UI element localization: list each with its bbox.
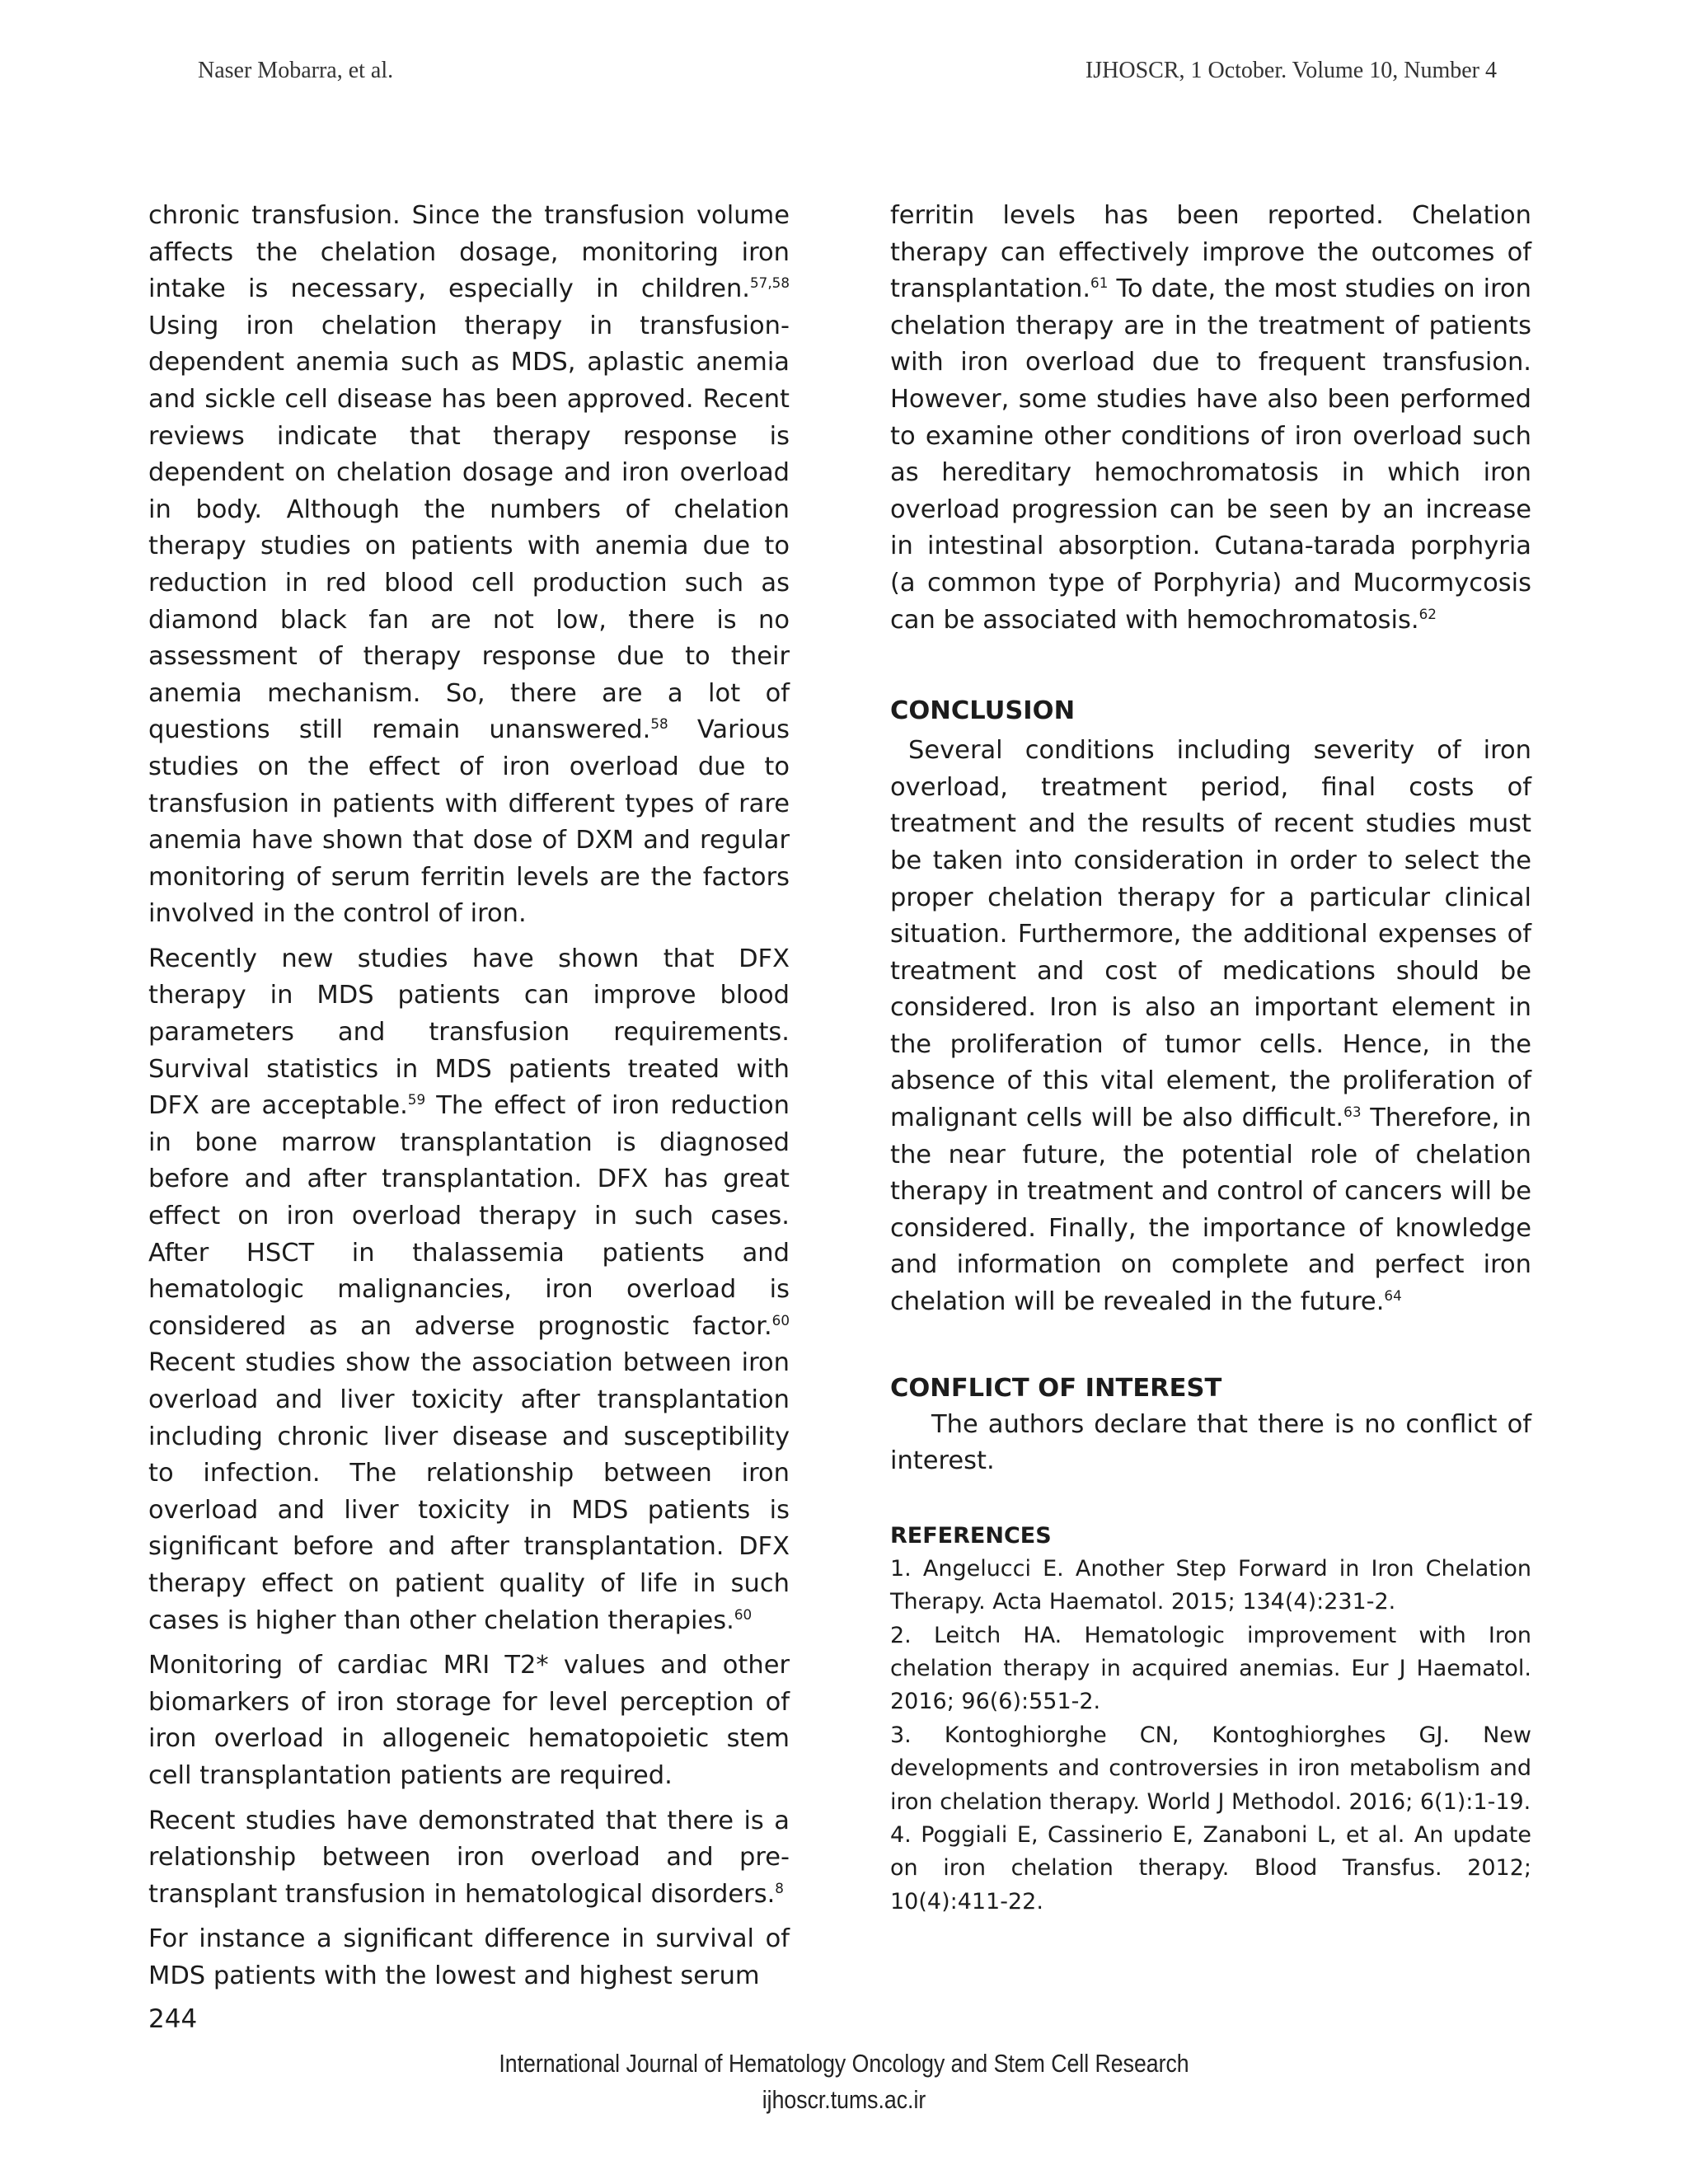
text-run: chronic transfusion. Since the transfusion volume affects the chelation dosage, monitoring iron intake is necessary, especially in children. — [148, 201, 790, 304]
conflict-paragraph: The authors declare that there is no conflict of interest. — [890, 1409, 1531, 1476]
citation-marker: 8 — [775, 1879, 784, 1896]
reference-item: 1. Angelucci E. Another Step Forward in Iron Chelation Therapy. Acta Haematol. 2015; 134(4):231-2. — [890, 1555, 1531, 1615]
citation-marker: 60 — [734, 1605, 753, 1623]
footer-journal-name: International Journal of Hematology Oncology and Stem Cell Research — [499, 2049, 1189, 2078]
paragraph — [148, 941, 790, 1639]
text-run: Monitoring of cardiac MRI T2* values and other biomarkers of iron storage for level perception of iron overload in allogeneic hematopoietic stem cell transplantation patients are required. — [148, 1651, 790, 1790]
text-run: The effect of iron reduction in bone marrow transplantation is diagnosed before and after transplantation. DFX has great effect on iron overload therapy in such cases. After HSCT in thalassemia patients and hematologic malignancies, iron overload is considered as an adverse prognostic factor. — [148, 1091, 790, 1341]
conclusion-paragraph — [890, 733, 1531, 1321]
text-run: ferritin levels has been reported. Chelation therapy can effectively improve the outcomes of transplantation. — [890, 201, 1531, 304]
citation-marker: 59 — [407, 1091, 426, 1108]
citation-marker: 64 — [1384, 1286, 1402, 1304]
text-run: Various studies on the effect of iron overload due to transfusion in patients with different types of rare anemia have shown that dose of DXM and regular monitoring of serum ferritin levels are the factors involved in the control of iron. — [148, 715, 790, 929]
text-run: Recent studies have demonstrated that there is a relationship between iron overload and pre-transplant transfusion in hematological disorders. — [148, 1806, 790, 1909]
citation-marker: 58 — [650, 715, 668, 733]
citation-marker: 60 — [771, 1311, 790, 1329]
paragraph — [148, 1803, 790, 1914]
running-head-journal: IJHOSCR, 1 October. Volume 10, Number 4 — [1085, 58, 1497, 83]
page-number: 244 — [148, 2004, 198, 2034]
citation-marker: 62 — [1418, 605, 1437, 622]
text-run: Recently new studies have shown that DFX therapy in MDS patients can improve blood parameters and transfusion requirements. Survival statistics in MDS patients treated with DFX are acceptable. — [148, 944, 790, 1121]
paragraph-continuation — [890, 198, 1531, 639]
footer-url: ijhoscr.tums.ac.ir — [762, 2085, 926, 2114]
references-heading: REFERENCES — [890, 1522, 1052, 1549]
conclusion-heading: CONCLUSION — [890, 696, 1076, 726]
left-column — [148, 198, 790, 2004]
conflict-heading: CONFLICT OF INTEREST — [890, 1373, 1222, 1403]
text-run: Several conditions including severity of iron overload, treatment period, final costs of treatment and the results of recent studies must be taken into consideration in order to select the proper chelation therapy for a particular clinical situation. Furthermore, the additional expenses of treatment and cost of medications should be considered. Iron is also an important element in the proliferation of tumor cells. Hence, in the absence of this vital element, the proliferation of malignant cells will be also difficult. — [890, 736, 1531, 1133]
text-run: Therefore, in the near future, the potential role of chelation therapy in treatment and control of cancers will be considered. Finally, the importance of knowledge and information on complete and perfect iron chelation will be revealed in the future. — [890, 1104, 1531, 1317]
running-head-authors: Naser Mobarra, et al. — [198, 58, 394, 83]
text-run: Using iron chelation therapy in transfusion-dependent anemia such as MDS, aplastic anemia and sickle cell disease has been approved. Recent reviews indicate that therapy response is dependent on chelation dosage and iron overload in body. Although the numbers of chelation therapy studies on patients with anemia due to reduction in red blood cell production such as diamond black fan are not low, there is no assessment of therapy response due to their anemia mechanism. So, there are a lot of questions still remain unanswered. — [148, 311, 790, 745]
reference-item: 4. Poggiali E, Cassinerio E, Zanaboni L, et al. An update on iron chelation therapy. Blood Transfus. 2012; 10(4):411-22. — [890, 1822, 1531, 1915]
paragraph — [148, 1921, 790, 1994]
paragraph — [148, 198, 790, 933]
reference-item: 2. Leitch HA. Hematologic improvement with Iron chelation therapy in acquired anemias. Eur J Haematol. 2016; 96(6):551-2. — [890, 1622, 1531, 1715]
references-section — [890, 1520, 1531, 1919]
text-run: For instance a significant difference in survival of MDS patients with the lowest and highest serum — [148, 1924, 790, 1990]
text-run: Recent studies show the association between iron overload and liver toxicity after transplantation including chronic liver disease and susceptibility to infection. The relationship between iron overload and liver toxicity in MDS patients is significant before and after transplantation. DFX therapy effect on patient quality of life in such cases is higher than other chelation therapies. — [148, 1348, 790, 1635]
citation-marker: 61 — [1090, 274, 1109, 292]
citation-marker: 63 — [1343, 1103, 1362, 1120]
paragraph — [148, 1647, 790, 1794]
reference-item: 3. Kontoghiorghe CN, Kontoghiorghes GJ. New developments and controversies in iron metabolism and iron chelation therapy. World J Methodol. 2016; 6(1):1-19. — [890, 1722, 1531, 1815]
right-column — [890, 198, 1531, 1919]
citation-marker: 57,58 — [750, 274, 790, 292]
text-run: To date, the most studies on iron chelation therapy are in the treatment of patients with iron overload due to frequent transfusion. However, some studies have also been performed to examine other conditions of iron overload such as hereditary hemochromatosis in which iron overload progression can be seen by an increase in intestinal absorption. Cutana-tarada porphyria (a common type of Porphyria) and Mucormycosis can be associated with hemochromatosis. — [890, 274, 1531, 635]
